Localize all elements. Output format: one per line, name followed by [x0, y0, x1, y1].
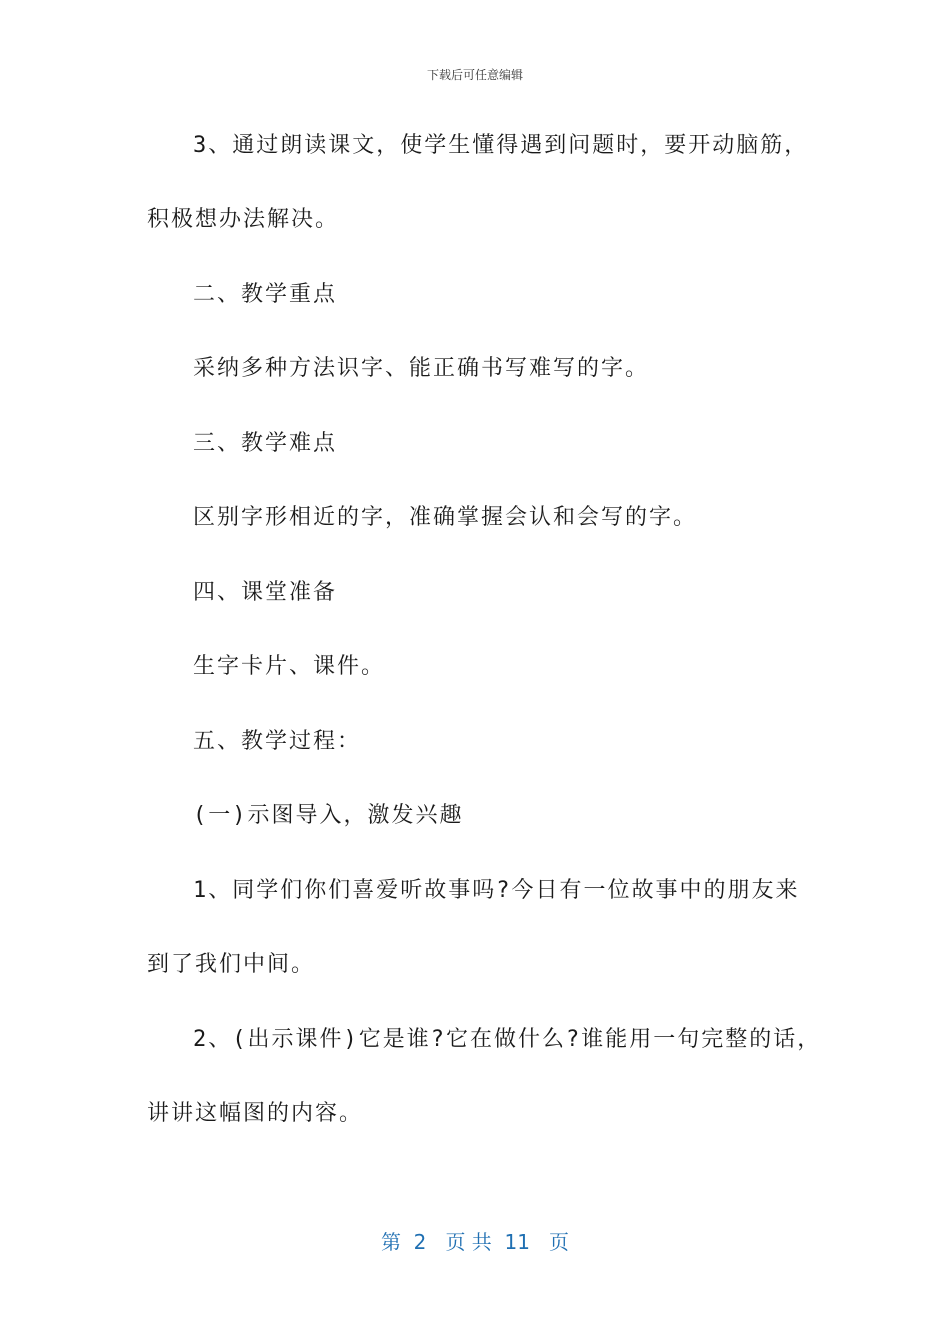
paragraph-difficulties: 区别字形相近的字，准确掌握会认和会写的字。: [193, 505, 698, 530]
heading-process: 五、教学过程：: [193, 729, 362, 754]
heading-preparation: 四、课堂准备: [193, 580, 338, 605]
paragraph-step-1: 1、同学们你们喜爱听故事吗?今日有一位故事中的朋友来: [193, 878, 800, 903]
paragraph-step-1-cont: 到了我们中间。: [147, 952, 316, 977]
paragraph-step-2: 2、(出示课件)它是谁?它在做什么?谁能用一句完整的话，: [193, 1027, 822, 1052]
paragraph-step-2-cont: 讲讲这幅图的内容。: [147, 1101, 364, 1126]
header-note: 下载后可任意编辑: [426, 68, 523, 82]
paragraph-key-points: 采纳多种方法识字、能正确书写难写的字。: [193, 356, 650, 381]
page-number-footer: 第 2 页 共 11 页: [380, 1230, 570, 1254]
paragraph-preparation: 生字卡片、课件。: [193, 654, 386, 679]
subheading-intro: (一)示图导入，激发兴趣: [193, 803, 464, 828]
paragraph-objective-3: 3、通过朗读课文，使学生懂得遇到问题时，要开动脑筋，: [193, 133, 809, 158]
heading-difficulties: 三、教学难点: [193, 431, 338, 456]
heading-key-points: 二、教学重点: [193, 282, 338, 307]
paragraph-objective-3-cont: 积极想办法解决。: [147, 207, 340, 232]
